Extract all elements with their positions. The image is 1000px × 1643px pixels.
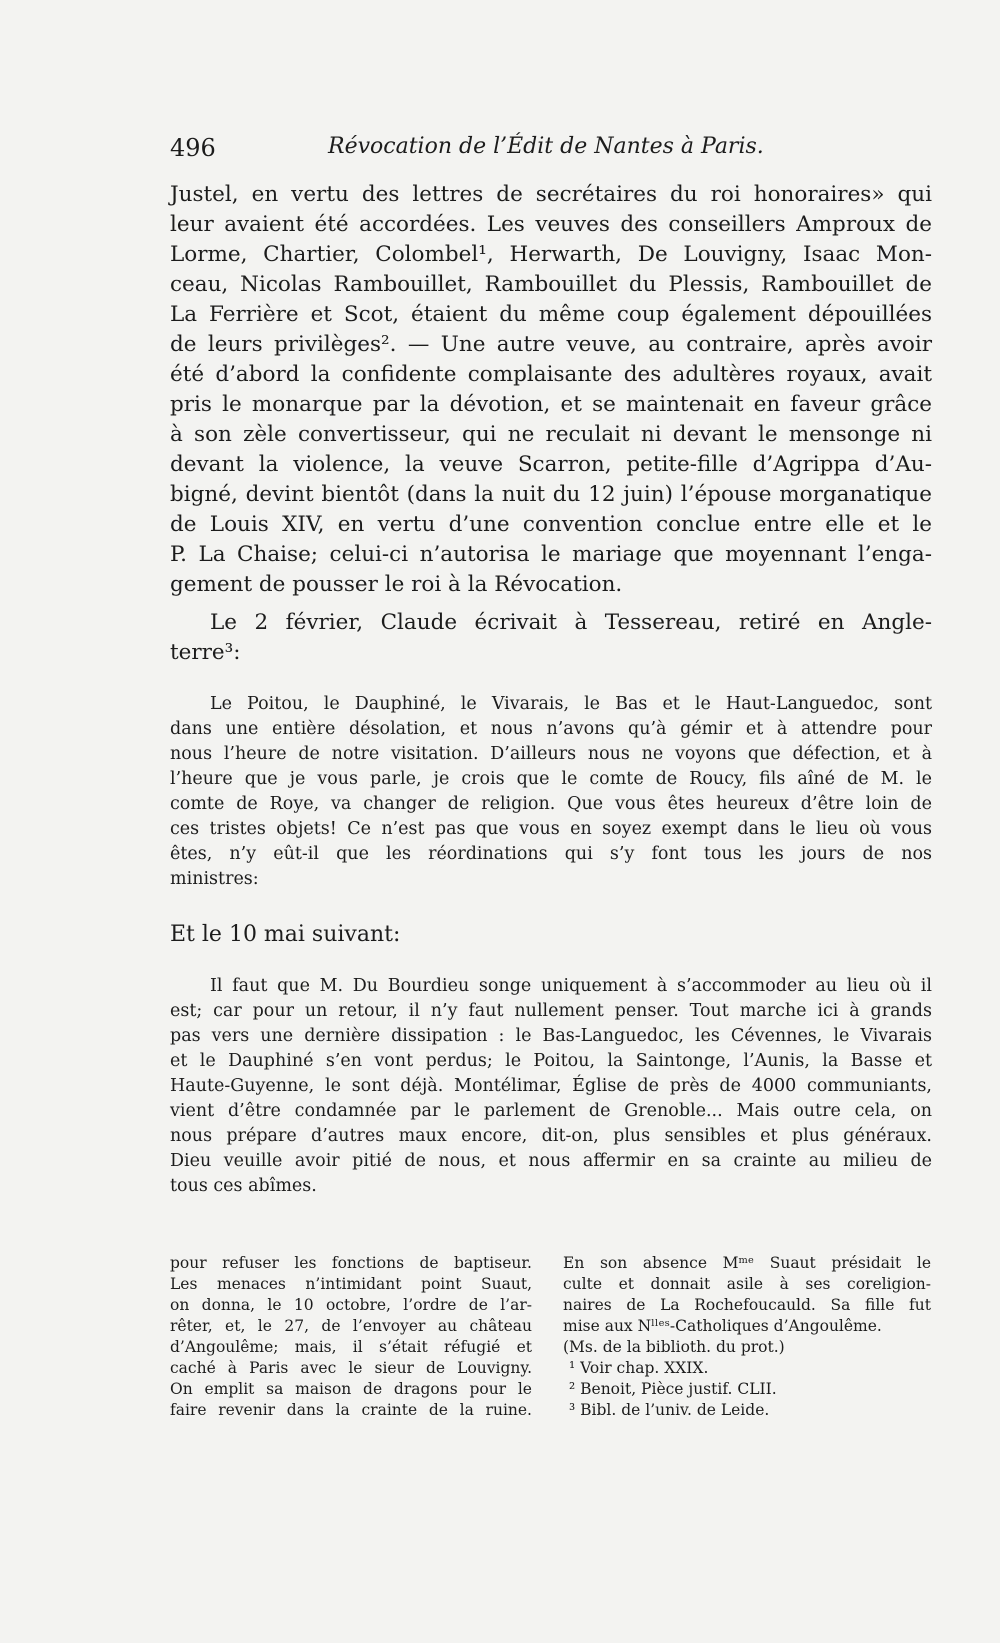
- running-title: Révocation de l’Édit de Nantes à Paris.: [328, 134, 764, 159]
- text-line: Dieu veuille avoir pitié de nous, et nous affermir en sa crainte au milieu de: [170, 1151, 932, 1171]
- page-header: [170, 134, 785, 168]
- footnote-line: (Ms. de la biblioth. du prot.): [563, 1338, 785, 1356]
- text-line: pris le monarque par la dévotion, et se maintenait en faveur grâce: [170, 392, 932, 417]
- text-line: ceau, Nicolas Rambouillet, Rambouillet du Plessis, Rambouillet de: [170, 272, 932, 297]
- text-line: de leurs privilèges². — Une autre veuve, au contraire, après avoir: [170, 332, 932, 357]
- text-line: à son zèle convertisseur, qui ne reculait ni devant le mensonge ni: [170, 422, 932, 447]
- text-line: La Ferrière et Scot, étaient du même coup également dépouillées: [170, 302, 932, 327]
- text-line: Haute-Guyenne, le sont déjà. Montélimar, Église de près de 4000 communiants,: [170, 1076, 932, 1096]
- text-line: est; car pour un retour, il n’y faut nullement penser. Tout marche ici à grands: [170, 1001, 932, 1021]
- footnote-line: pour refuser les fonctions de baptiseur.: [170, 1254, 532, 1272]
- intro-paragraph: [170, 608, 932, 668]
- text-line: bigné, devint bientôt (dans la nuit du 12 juin) l’épouse morganatique: [170, 482, 932, 507]
- text-line: Le 2 février, Claude écrivait à Tessereau, retiré en Angle-: [210, 610, 932, 635]
- footnote-line: caché à Paris avec le sieur de Louvigny.: [170, 1359, 532, 1377]
- page-number: 496: [170, 134, 216, 162]
- text-line: et le Dauphiné s’en vont perdus; le Poitou, la Saintonge, l’Aunis, la Basse et: [170, 1051, 932, 1071]
- footnote-line: faire revenir dans la crainte de la ruine.: [170, 1401, 532, 1419]
- text-line: l’heure que je vous parle, je crois que le comte de Roucy, fils aîné de M. le: [170, 769, 932, 789]
- footnote-line: ³ Bibl. de l’univ. de Leide.: [569, 1401, 770, 1419]
- text-line: été d’abord la confidente complaisante des adultères royaux, avait: [170, 362, 932, 387]
- text-line: Lorme, Chartier, Colombel¹, Herwarth, De Louvigny, Isaac Mon-: [170, 242, 932, 267]
- footnotes-right-column: [563, 1253, 931, 1423]
- footnote-line: rêter, et, le 27, de l’envoyer au château: [170, 1317, 532, 1335]
- footnote-line: Les menaces n’intimidant point Suaut,: [170, 1275, 532, 1293]
- main-paragraph: [170, 180, 932, 600]
- text-line: ministres:: [170, 869, 259, 889]
- text-line: comte de Roye, va changer de religion. Que vous êtes heureux d’être loin de: [170, 794, 932, 814]
- text-line: nous prépare d’autres maux encore, dit-on, plus sensibles et plus généraux.: [170, 1126, 932, 1146]
- text-line: P. La Chaise; celui-ci n’autorisa le mariage que moyennant l’enga-: [170, 542, 932, 567]
- text-line: vient d’être condamnée par le parlement de Grenoble... Mais outre cela, on: [170, 1101, 932, 1121]
- text-line: devant la violence, la veuve Scarron, petite-fille d’Agrippa d’Au-: [170, 452, 932, 477]
- footnote-line: on donna, le 10 octobre, l’ordre de l’ar-: [170, 1296, 532, 1314]
- footnotes-left-column: [170, 1253, 532, 1423]
- text-line: terre³:: [170, 640, 241, 665]
- text-line: nous l’heure de notre visitation. D’ailleurs nous ne voyons que défection, et à: [170, 744, 932, 764]
- text-line: êtes, n’y eût-il que les réordinations qui s’y font tous les jours de nos: [170, 844, 932, 864]
- text-line: dans une entière désolation, et nous n’avons qu’à gémir et à attendre pour: [170, 719, 932, 739]
- footnote-line: culte et donnait asile à ses coreligion-: [563, 1275, 931, 1293]
- text-line: Le Poitou, le Dauphiné, le Vivarais, le Bas et le Haut-Languedoc, sont: [210, 694, 932, 714]
- section-heading: Et le 10 mai suivant:: [170, 922, 401, 947]
- text-line: Il faut que M. Du Bourdieu songe uniquement à s’accommoder au lieu où il: [210, 976, 932, 996]
- text-line: Justel, en vertu des lettres de secrétaires du roi honoraires» qui: [170, 182, 932, 207]
- footnote-line: naires de La Rochefoucauld. Sa fille fut: [563, 1296, 931, 1314]
- footnote-line: mise aux Nˡˡᵉˢ-Catholiques d’Angoulême.: [563, 1317, 882, 1335]
- text-line: leur avaient été accordées. Les veuves des conseillers Amproux de: [170, 212, 932, 237]
- quoted-letter-1: [170, 692, 932, 892]
- footnote-line: On emplit sa maison de dragons pour le: [170, 1380, 532, 1398]
- text-line: tous ces abîmes.: [170, 1176, 317, 1196]
- quoted-letter-2: [170, 974, 932, 1199]
- footnote-line: d’Angoulême; mais, il s’était réfugié et: [170, 1338, 532, 1356]
- text-line: pas vers une dernière dissipation : le Bas-Languedoc, les Cévennes, le Vivarais: [170, 1026, 932, 1046]
- text-line: gement de pousser le roi à la Révocation.: [170, 572, 623, 597]
- footnote-line: En son absence Mᵐᵉ Suaut présidait le: [563, 1254, 931, 1272]
- text-line: de Louis XIV, en vertu d’une convention conclue entre elle et le: [170, 512, 932, 537]
- text-line: ces tristes objets! Ce n’est pas que vous en soyez exempt dans le lieu où vous: [170, 819, 932, 839]
- footnote-line: ² Benoit, Pièce justif. CLII.: [569, 1380, 777, 1398]
- footnote-line: ¹ Voir chap. XXIX.: [569, 1359, 709, 1377]
